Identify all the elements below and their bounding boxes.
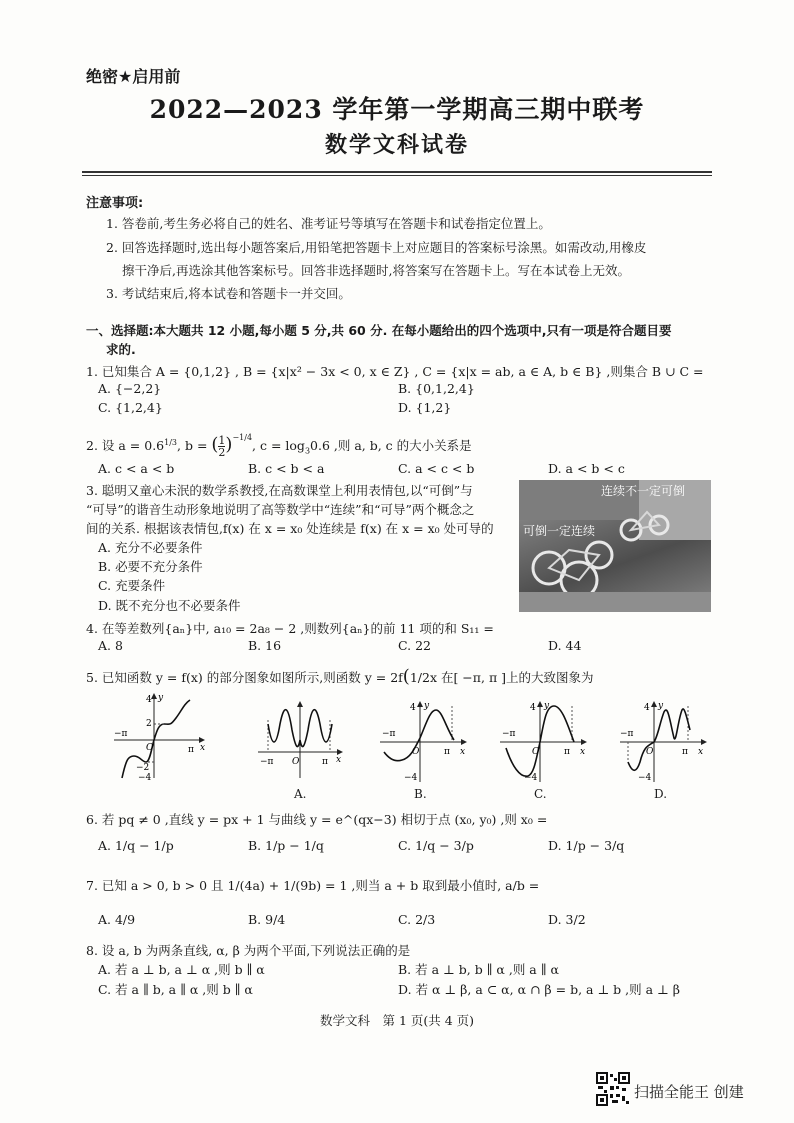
q5-graph-b — [378, 700, 470, 784]
meme-photo — [519, 480, 711, 612]
q5-stem-suffix: x 在[ −π, π ]上的大致图象为 — [429, 670, 594, 685]
q6-option-c: C. 1/q − 3/p — [398, 838, 474, 853]
q2-log-base: 3 — [304, 446, 311, 456]
q5-option-c: C. — [534, 787, 547, 801]
q5-b-4: 4 — [410, 703, 416, 713]
q5-orig-pi: π — [188, 745, 194, 755]
q5-d-4: 4 — [644, 703, 650, 713]
notice-item-2: 2. 回答选择题时,选出每小题答案后,用铅笔把答题卡上对应题目的答案标号涂黑。如需改动,用橡皮 — [106, 240, 647, 255]
bicycles-illustration — [519, 480, 711, 612]
q5-c-y: y — [544, 701, 550, 711]
q8-option-d: D. 若 α ⊥ β, a ⊂ α, α ∩ β = b, a ⊥ b ,则 a ⊥ β — [398, 982, 680, 997]
q5-a-origin: O — [292, 757, 300, 767]
q2-option-b: B. c < b < a — [248, 461, 325, 476]
q5-d-neg4: −4 — [638, 773, 652, 783]
q6-option-a: A. 1/q − 1/p — [98, 838, 174, 853]
q1-stem: 1. 已知集合 A = {0,1,2} , B = {x|x² − 3x < 0, x ∈ Z} , C = {x|x = ab, a ∈ A, b ∈ B} ,则集合 B ∪ C = — [86, 364, 704, 379]
q5-option-b: B. — [414, 787, 427, 801]
q2-stem-mid1: , b = — [177, 438, 212, 453]
q2-option-c: C. a < c < b — [398, 461, 475, 476]
q7-option-c: C. 2/3 — [398, 912, 436, 927]
scanner-watermark: 扫描全能王 创建 — [634, 1083, 744, 1101]
q3-option-a: A. 充分不必要条件 — [98, 540, 203, 555]
q6-option-d: D. 1/p − 3/q — [548, 838, 625, 853]
q7-option-b: B. 9/4 — [248, 912, 286, 927]
q3-option-b: B. 必要不充分条件 — [98, 559, 203, 574]
q5-graph-d — [618, 700, 710, 784]
q4-stem: 4. 在等差数列{aₙ}中, a₁₀ = 2a₈ − 2 ,则数列{aₙ}的前 11 项的和 S₁₁ = — [86, 621, 494, 636]
q2-a-exponent: 1/3 — [164, 437, 178, 447]
q2-stem-mid2: , c = log — [252, 438, 305, 453]
q2-frac-den: 2 — [218, 446, 226, 459]
q2-option-a: A. c < a < b — [98, 461, 175, 476]
q4-option-d: D. 44 — [548, 638, 582, 653]
q5-b-y: y — [424, 701, 430, 711]
meme-caption-middle: 可倒一定连续 — [523, 524, 596, 538]
q7-option-a: A. 4/9 — [98, 912, 136, 927]
q5-b-x: x — [460, 747, 466, 757]
confidential-mark: 绝密★启用前 — [86, 67, 181, 86]
q5-c-neg-pi: −π — [502, 729, 516, 739]
q8-stem: 8. 设 a, b 为两条直线, α, β 为两个平面,下列说法正确的是 — [86, 943, 411, 958]
q5-d-y: y — [658, 701, 664, 711]
q5-option-d: D. — [654, 787, 668, 801]
exam-subtitle: 数学文科试卷 — [324, 132, 469, 158]
notice-item-2-cont: 擦干净后,再选涂其他答案标号。回答非选择题时,将答案写在答题卡上。写在本试卷上无效。 — [122, 263, 630, 278]
q5-b-neg4: −4 — [404, 773, 418, 783]
q3-stem-line-2: “可导”的谐音生动形象地说明了高等数学中“连续”和“可导”两个概念之 — [86, 502, 475, 517]
meme-caption-top: 连续不一定可倒 — [601, 484, 686, 498]
q5-b-neg-pi: −π — [382, 729, 396, 739]
q5-a-neg-pi: −π — [260, 757, 274, 767]
q5-stem-fraction: 1/2 — [409, 670, 430, 685]
q3-option-d: D. 既不充分也不必要条件 — [98, 598, 241, 613]
q2-stem: 2. 设 $a = 0.6^{1/3}$, b = ( $\frac{1}{2}$ )$^{-1/4}$, $c = \log_30.6$ ,则 a, b, c 的大小关系是 — [86, 433, 472, 459]
q8-option-a: A. 若 a ⊥ b, a ⊥ α ,则 b ∥ α — [98, 962, 265, 977]
q5-a-x: x — [336, 755, 342, 765]
q5-d-x: x — [698, 747, 704, 757]
q5-d-origin: O — [646, 747, 654, 757]
q5-orig-y: y — [158, 693, 164, 703]
q1-option-c: C. {1,2,4} — [98, 400, 163, 415]
q8-option-c: C. 若 a ∥ b, a ∥ α ,则 b ∥ α — [98, 982, 253, 997]
q5-b-origin: O — [412, 747, 420, 757]
q5-original-graph — [112, 690, 208, 780]
q5-orig-neg-pi: −π — [114, 729, 128, 739]
q5-c-origin: O — [532, 747, 540, 757]
section-heading: 一、选择题:本大题共 12 小题,每小题 5 分,共 60 分. 在每小题给出的四个选项中,只有一项是符合题目要 — [86, 323, 672, 338]
q7-option-d: D. 3/2 — [548, 912, 586, 927]
q5-orig-neg2: −2 — [136, 763, 150, 773]
q5-stem-prefix: 5. 已知函数 y = f(x) 的部分图象如图所示,则函数 y = 2f — [86, 670, 403, 685]
q5-option-a: A. — [294, 787, 307, 801]
q5-b-pi: π — [444, 747, 450, 757]
page-footer: 数学文科 第 1 页(共 4 页) — [319, 1013, 475, 1028]
q5-d-pi: π — [682, 747, 688, 757]
q6-option-b: B. 1/p − 1/q — [248, 838, 324, 853]
q2-frac-num: 1 — [218, 434, 226, 447]
q5-c-4: 4 — [530, 703, 536, 713]
q1-option-b: B. {0,1,2,4} — [398, 381, 475, 396]
exam-title: 2022—2023 学年第一学期高三期中联考 — [149, 95, 645, 124]
q5-d-neg-pi: −π — [620, 729, 634, 739]
q5-c-neg4: −4 — [524, 773, 538, 783]
notice-heading: 注意事项: — [86, 196, 144, 211]
q2-stem-suffix: 0.6 ,则 a, b, c 的大小关系是 — [310, 438, 472, 453]
q4-option-b: B. 16 — [248, 638, 282, 653]
q7-stem: 7. 已知 a > 0, b > 0 且 1/(4a) + 1/(9b) = 1 ,则当 a + b 取到最小值时, a/b = — [86, 878, 540, 893]
q5-c-pi: π — [564, 747, 570, 757]
q3-stem-line-3: 间的关系. 根据该表情包,f(x) 在 x = x₀ 处连续是 f(x) 在 x = x₀ 处可导的 — [86, 521, 494, 536]
q5-a-pi: π — [322, 757, 328, 767]
q2-stem-prefix: 2. 设 a = 0.6 — [86, 438, 165, 453]
q5-stem: 5. 已知函数 y = f(x) 的部分图象如图所示,则函数 y = 2f(1/2x 在[ −π, π ]上的大致图象为 — [86, 666, 594, 687]
q5-orig-neg4: −4 — [138, 773, 152, 780]
q6-stem: 6. 若 pq ≠ 0 ,直线 y = px + 1 与曲线 y = e^(qx−3) 相切于点 (x₀, y₀) ,则 x₀ = — [86, 812, 548, 827]
header-rule — [82, 171, 712, 173]
q4-option-a: A. 8 — [98, 638, 123, 653]
q3-option-c: C. 充要条件 — [98, 578, 166, 593]
q1-option-a: A. {−2,2} — [98, 381, 162, 396]
q5-orig-2: 2 — [146, 719, 152, 729]
q8-option-b: B. 若 a ⊥ b, b ∥ α ,则 a ∥ α — [398, 962, 559, 977]
q2-option-d: D. a < b < c — [548, 461, 625, 476]
q5-graph-a — [256, 700, 346, 780]
qr-code-icon — [596, 1072, 630, 1106]
q3-stem-line-1: 3. 聪明又童心未泯的数学系教授,在高数课堂上利用表情包,以“可倒”与 — [86, 483, 473, 498]
q4-option-c: C. 22 — [398, 638, 431, 653]
q5-graph-c — [498, 700, 590, 784]
notice-item-1: 1. 答卷前,考生务必将自己的姓名、准考证号等填写在答题卡和试卷指定位置上。 — [106, 216, 551, 231]
q5-orig-origin: O — [146, 743, 154, 753]
q2-b-exponent: −1/4 — [232, 433, 253, 442]
section-heading-cont: 求的. — [106, 342, 136, 357]
q1-option-d: D. {1,2} — [398, 400, 452, 415]
q5-orig-x: x — [200, 743, 206, 753]
notice-item-3: 3. 考试结束后,将本试卷和答题卡一并交回。 — [106, 286, 351, 301]
q5-orig-4: 4 — [146, 695, 152, 705]
header-rule-thin — [82, 175, 712, 176]
q5-c-x: x — [580, 747, 586, 757]
